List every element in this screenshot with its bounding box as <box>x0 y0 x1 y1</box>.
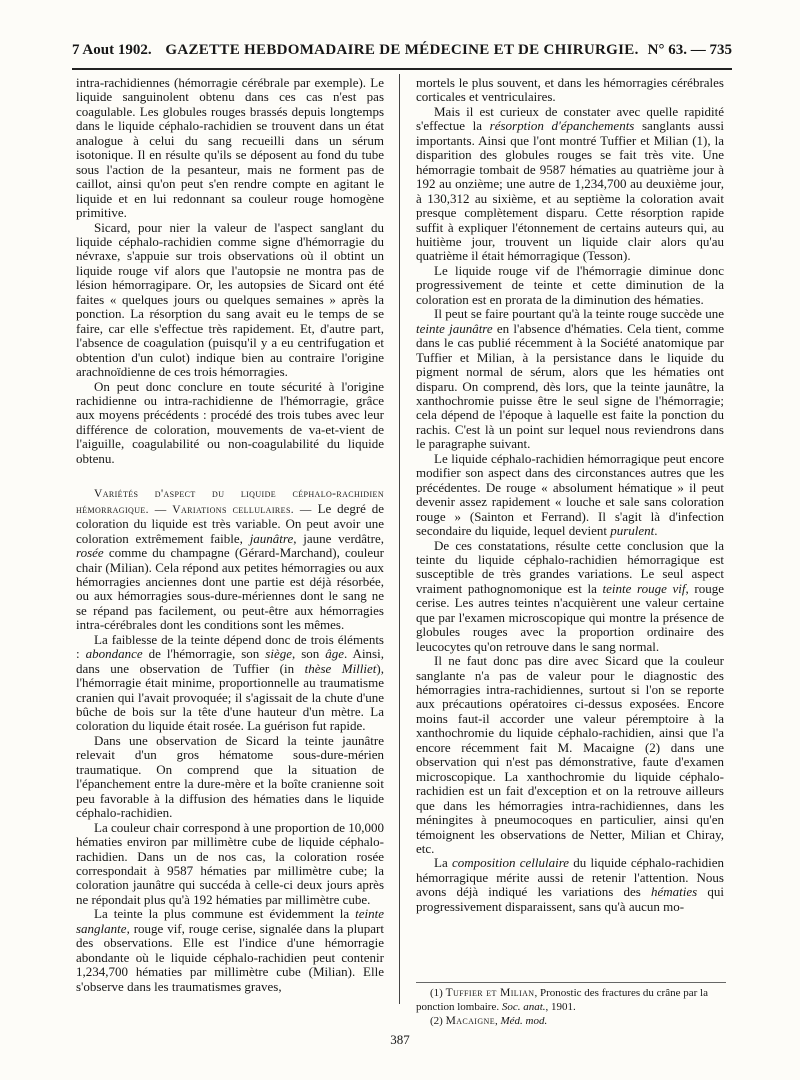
paragraph: intra-rachidiennes (hémorragie cérébrale par exemple). Le liquide sanguinolent obtenu dans ces cas n'est pas coagulable. Les globules rouges brassés depuis longtemps dans le liquide céphalo-rachidien se trouvent dans un état analogue à celui du sang recueilli dans un sérum isotonique. Il en résulte qu'ils se déposent au fond du tube sous l'action de la pesanteur, mais ne forment pas de caillot, ainsi qu'on peut s'en rendre compte en agitant le liquide et en lui redonnant sa couleur rouge homogène primitive. <box>76 75 384 221</box>
paragraph: Sicard, pour nier la valeur de l'aspect sanglant du liquide céphalo-rachidien comme signe d'hémorragie du névraxe, s'appuie sur trois observations où il obtint un liquide rouge vif alors que l'autopsie ne montra pas de lésion hémorragipare. Or, les autopsies de Sicard ont été faites « quelques jours ou quelques semaines » après la ponction. La résorption du sang avait eu le temps de se faire, car elle s'effectue très rapidement. Et, d'autre part, l'absence de coagulation (puisqu'il y a eu centrifugation et obtention d'un culot) indique bien au contraire l'origine arachnoïdienne de ces trois hémorragies. <box>76 219 384 380</box>
running-header <box>72 40 732 64</box>
paragraph: mortels le plus souvent, et dans les hémorragies cérébrales corticales et ventriculaires. <box>416 75 724 105</box>
footnote-1: (1) Tuffier et Milian, Pronostic des fractures du crâne par la ponction lombaire. Soc. anat., 1901. <box>416 987 708 1013</box>
paragraph: Il peut se faire pourtant qu'à la teinte rouge succède une teinte jaunâtre en l'absence d'hématies. Cela tient, comme dans le cas publié récemment à la Société anatomique par Tuffier et Milian, à la persistance dans le liquide du pigment normal de sérum, alors que les hématies ont disparu. On comprend, dès lors, que la teinte jaunâtre, la xanthochromie puisse être le seul signe de l'hémorragie; cela dépend de l'époque à laquelle est faite la ponction du rachis. C'est là un point sur lequel nous reviendrons dans le paragraphe suivant. <box>416 306 724 452</box>
paragraph: Dans une observation de Sicard la teinte jaunâtre relevait d'un gros hématome sous-dure-mérien traumatique. On comprend que la situation de l'épanchement entre la dure-mère et la boîte cranienne soit peu favorable à la diffusion des hématies dans le liquide céphalo-rachidien. <box>76 732 384 821</box>
paragraph: Mais il est curieux de constater avec quelle rapidité s'effectue la résorption d'épanchements sanglants aussi importants. Ainsi que l'ont montré Tuffier et Milian (1), la disparition des globules rouges se fait très vite. Une hémorragie tombait de 9587 hématies au quatrième jour à 192 au onzième; une autre de 1,234,700 au deuxième jour, à 130,312 au sixième, et au septième la coloration avait presque complètement disparu. Cette résorption rapide suffit à expliquer l'étonnement de certains auteurs qui, au huitième jour, trouvent un liquide clair alors qu'au quatrième il était hémorragique (Tesson). <box>416 103 725 264</box>
column-divider <box>399 74 400 1004</box>
paragraph: On peut donc conclure en toute sécurité à l'origine rachidienne ou intra-rachidienne de l'hémorragie, grâce aux moyens précédents : procédé des trois tubes avec leur différence de coloration, mouvements de va-et-vient de l'aiguille, coagulabilité ou non-coagulabilité du liquide obtenu. <box>76 378 384 466</box>
section-paragraph: Variétés d'aspect du liquide céphalo-rachidien hémorragique. — Variations cellulaires. — Le degré de coloration du liquide est très variable. On peut avoir une coloration extrêmement faible, jaunâtre, jaune verdâtre, rosée comme du champagne (Gérard-Marchand), couleur chair (Milian). Cela répond aux petites hémorragies ou aux hémorragies anciennes dont une partie est déjà résorbée, ou aux hémorragies sous-dure-mériennes dont le sang ne se répand pas facilement, ou peut-être aux hémorragies intra-cérébrales dont les conditions sont les mêmes. <box>76 488 385 633</box>
paragraph: Le liquide céphalo-rachidien hémorragique peut encore modifier son aspect dans des circonstances autres que les précédentes. De rouge « absolument hématique » il peut devenir assez rapidement « louche et sale sans coloration rouge » (Sainton et Ferrand). Il s'agit là d'infection secondaire du liquide, lequel devient purulent. <box>416 450 724 539</box>
journal-title: GAZETTE HEBDOMADAIRE DE MÉDECINE ET DE CHIRURGIE. <box>165 42 639 58</box>
footnote-2: (2) Macaigne, Méd. mod. <box>430 1015 548 1027</box>
paragraph: Le liquide rouge vif de l'hémorragie diminue donc progressivement de teinte et cette diminution de la coloration est en prorata de la diminution des hématies. <box>416 262 724 307</box>
section-heading: Variétés d'aspect du liquide céphalo-rachidien hémorragique. — Variations cellulaires. — <box>76 488 384 516</box>
paragraph: La teinte la plus commune est évidemment la teinte sanglante, rouge vif, rouge cerise, signalée dans la plupart des observations. Elle est l'indice d'une hémorragie abondante où le liquide céphalo-rachidien peut contenir 1,234,700 hématies par millimètre cube (Milian). Elle s'observe dans les traumatismes graves, <box>76 906 384 994</box>
header-rule <box>72 68 732 70</box>
paragraph: Il ne faut donc pas dire avec Sicard que la couleur sanglante n'a pas de valeur pour le diagnostic des hémorragies intra-rachidiennes, surtout si l'on se reporte aux précautions opératoires ci-dessus exposées. Encore moins faut-il accorder une valeur péremptoire à la xanthochromie du liquide céphalo-rachidien, ainsi que l'a encore récemment fait M. Macaigne (2) dans une observation qui n'est pas démonstrative, faute d'examen microscopique. La xanthochromie du liquide céphalo-rachidien est un fait d'exception et on la retrouve ailleurs que dans les hémorragies intra-rachidiennes, dans les méningites à pneumocoques en particulier, ainsi qu'en témoignent les observations de Netter, Milian et Chiray, etc. <box>416 653 724 857</box>
paragraph: La composition cellulaire du liquide céphalo-rachidien hémorragique mérite aussi de retenir l'attention. Nous avons déjà indiqué les variations des hématies qui progressivement disparaissent, sans qu'à aucun mo- <box>416 855 724 914</box>
issue-number: N° 63. — 735 <box>647 42 732 58</box>
footnotes <box>416 982 726 1028</box>
paragraph: La faiblesse de la teinte dépend donc de trois éléments : abondance de l'hémorragie, son siège, son âge. Ainsi, dans une observation de Tuffier (in thèse Milliet), l'hémorragie était minime, proportionnelle au traumatisme cranien qui l'avait provoquée; il s'agissait de la chute d'une bûche de bois sur la tête d'une hauteur d'un mètre. La coloration du liquide était rosée. La guérison fut rapide. <box>76 631 384 734</box>
right-column <box>416 76 724 914</box>
left-column <box>76 76 384 994</box>
header-date: 7 Aout 1902. <box>72 42 152 58</box>
paragraph: La couleur chair correspond à une proportion de 10,000 hématies environ par millimètre cube de liquide céphalo-rachidien. Dans un de nos cas, la coloration rosée correspondait à 9587 hématies par millimètre cube; la coloration jaunâtre qui succéda à celle-ci deux jours après ne répondait plus qu'à 192 hématies par millimètre cube. <box>76 819 384 907</box>
paragraph: De ces constatations, résulte cette conclusion que la teinte du liquide céphalo-rachidien hémorragique est susceptible de très grandes variations. Le seul aspect vraiment pathognomonique est la teinte rouge vif, rouge cerise. Les autres teintes n'acquièrent une valeur certaine que par l'examen microscopique qui montre la présence de globules rouges avec la proportion ordinaire des leucocytes qu'on retrouve dans le sang normal. <box>416 537 724 654</box>
page-number: 387 <box>390 1032 410 1047</box>
